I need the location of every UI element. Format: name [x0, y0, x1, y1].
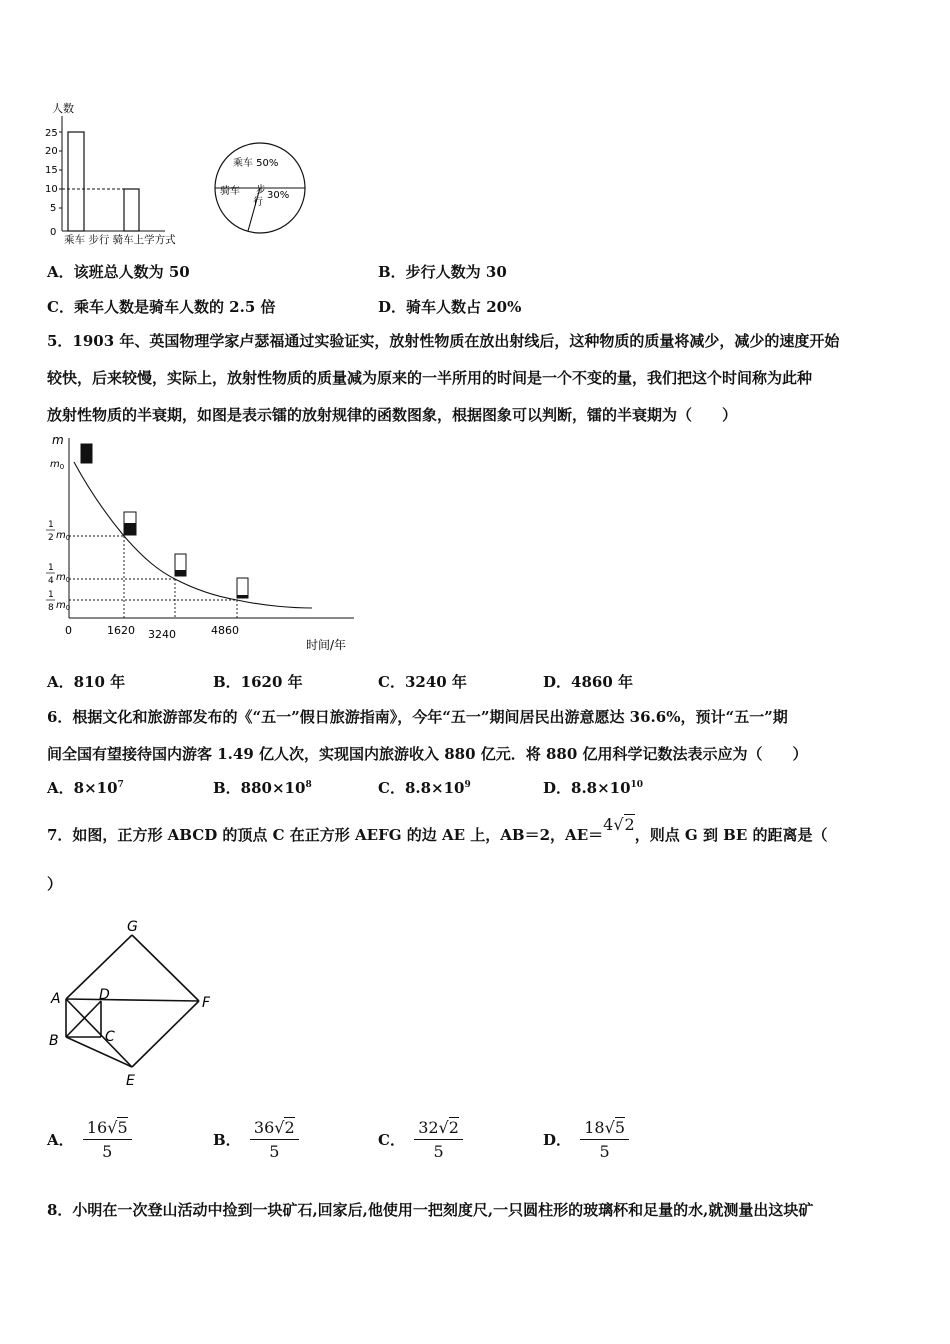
segment-FE [132, 1001, 199, 1067]
bar-ytick-5: 5 [50, 203, 57, 214]
q4-option-b: B．步行人数为 30 [378, 263, 507, 281]
q4-option-a: A．该班总人数为 50 [47, 263, 190, 281]
decay-ytick-eighth-den: 8 [48, 603, 54, 613]
q6-option-c: C．$8.8\times 10^9$ [378, 779, 471, 797]
q7-option-c: C． $\frac{32√2}{5}$ [378, 1118, 463, 1161]
q5-option-a: A．810 年 [47, 673, 126, 691]
decay-ytick-half-m: $m_0$ [56, 530, 71, 542]
q8-text-line-1: 8．小明在一次登山活动中捡到一块矿石,回家后,他使用一把刻度尺,一只圆柱形的玻璃杯和足量的水,就测量出这块矿 [47, 1201, 814, 1219]
q6-option-b: B．$880\times 10^8$ [213, 779, 312, 797]
pie-label-buxing-pct: 30% [267, 190, 290, 201]
q5-text-line-2: 较快，后来较慢，实际上，放射性物质的质量减为原来的一半所用的时间是一个不变的量，我们把这个时间称为此种 [47, 369, 813, 387]
decay-ytick-eighth-num: 1 [48, 590, 54, 600]
label-B: B [49, 1033, 59, 1049]
segment-BD [66, 1001, 101, 1037]
label-F: F [202, 995, 211, 1011]
decay-ytick-eighth-m: $m_0$ [56, 600, 71, 612]
q5-option-d: D．4860 年 [543, 673, 633, 691]
q6-option-d: D．$8.8\times 10^{10}$ [543, 779, 644, 797]
decay-ytick-half-num: 1 [48, 520, 54, 530]
q7-option-d: D． $\frac{18√5}{5}$ [543, 1118, 629, 1161]
q6-option-a: A．$8\times 10^7$ [47, 779, 124, 797]
segment-GF [132, 935, 199, 1001]
q7-ae-value: 4√2 [603, 815, 635, 834]
segment-AF [66, 999, 199, 1001]
pie-label-buxing-2: 行 [253, 197, 263, 208]
segment-AE [66, 999, 132, 1067]
decay-ytick-half-den: 2 [48, 533, 54, 543]
segment-BE [66, 1037, 132, 1067]
q4-bar-chart [40, 96, 200, 251]
q5-text-line-3: 放射性物质的半衰期，如图是表示镭的放射规律的函数图象，根据图象可以判断，镭的半衰期为（ ） [47, 406, 738, 424]
q5-option-c: C．3240 年 [378, 673, 467, 691]
q7-text-line-1: 7．如图，正方形 ABCD 的顶点 C 在正方形 AEFG 的边 AE 上，AB＝2，AE＝4√2，则点 G 到 BE 的距离是（ [47, 815, 828, 844]
decay-ytick-quarter-den: 4 [48, 576, 54, 586]
q7-option-a: A． $\frac{16√5}{5}$ [47, 1118, 132, 1161]
bar-chengche [68, 132, 84, 231]
q4-option-c: C．乘车人数是骑车人数的 2.5 倍 [47, 298, 276, 316]
decay-xtick-3240: 3240 [148, 628, 176, 641]
decay-ytick-quarter-m: $m_0$ [56, 572, 71, 584]
bar-ytick-10: 10 [45, 184, 58, 195]
q7-square-figure [44, 915, 224, 1090]
q7-text-line-2: ） [47, 875, 63, 893]
pie-label-chengche: 乘车 50% [233, 158, 279, 169]
bar-ytick-0: 0 [50, 227, 57, 238]
bar-ytick-15: 15 [45, 165, 58, 176]
bar-ylabel: 人数 [52, 102, 74, 115]
q7-option-b: B． $\frac{36√2}{5}$ [213, 1118, 299, 1161]
decay-xtick-4860: 4860 [211, 624, 239, 637]
bar-ytick-20: 20 [45, 146, 58, 157]
decay-jar-full [81, 444, 92, 463]
q4-option-d: D．骑车人数占 20% [378, 298, 522, 316]
decay-ytick-m0: $m_0$ [50, 459, 65, 471]
label-A: A [51, 991, 61, 1007]
decay-ylabel: m [52, 434, 64, 447]
pie-label-qiche: 骑车 [220, 186, 240, 197]
label-C: C [105, 1029, 115, 1045]
decay-curve [74, 462, 312, 608]
q6-text-line-2: 间全国有望接待国内游客 1.49 亿人次，实现国内旅游收入 880 亿元．将 880 亿用科学记数法表示应为（ ） [47, 745, 808, 763]
q5-text-line-1: 5．1903 年、英国物理学家卢瑟福通过实验证实，放射性物质在放出射线后，这种物质的质量将减少，减少的速度开始 [47, 332, 840, 350]
label-E: E [126, 1073, 135, 1089]
bar-xcategories: 乘车 步行 骑车上学方式 [64, 234, 176, 246]
q5-decay-chart [44, 434, 374, 659]
label-G: G [127, 919, 138, 935]
label-D: D [99, 987, 110, 1003]
decay-ytick-quarter-num: 1 [48, 563, 54, 573]
q6-text-line-1: 6．根据文化和旅游部发布的《“五一”假日旅游指南》，今年“五一”期间居民出游意愿达 36.6%，预计“五一”期 [47, 708, 788, 726]
decay-xlabel: 时间/年 [306, 638, 347, 652]
pie-label-buxing-1: 步 [256, 185, 266, 196]
decay-xtick-1620: 1620 [107, 624, 135, 637]
bar-ytick-25: 25 [45, 128, 58, 139]
decay-xtick-0: 0 [65, 624, 72, 637]
bar-qiche [124, 189, 139, 231]
q5-option-b: B．1620 年 [213, 673, 303, 691]
q4-pie-chart [210, 138, 310, 238]
